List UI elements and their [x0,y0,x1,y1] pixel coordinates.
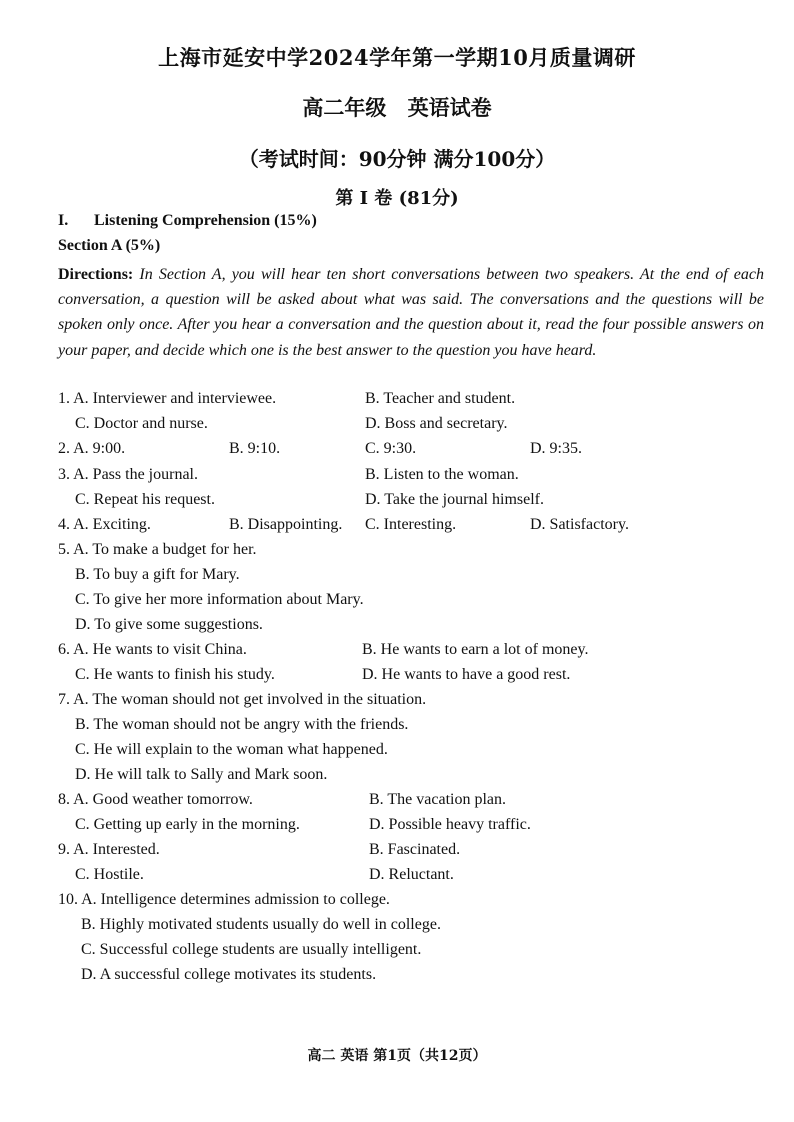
q10-option-c: C. Successful college students are usually intelligent. [81,941,422,958]
q1-option-b: B. Teacher and student. [365,390,516,407]
q10-option-d: D. A successful college motivates its students. [81,966,377,983]
q8-option-b: B. The vacation plan. [369,791,506,808]
q9-option-c: C. Hostile. [75,866,144,883]
q7-option-c: C. He will explain to the woman what happened. [75,741,388,758]
q5-option-a: 5. A. To make a budget for her. [58,541,257,558]
q7-option-a: 7. A. The woman should not get involved in the situation. [58,691,427,708]
q1-option-d: D. Boss and secretary. [365,415,508,432]
q10-option-b: B. Highly motivated students usually do well in college. [81,916,441,933]
q8-option-d: D. Possible heavy traffic. [369,816,531,833]
q8-option-c: C. Getting up early in the morning. [75,816,300,833]
q4-option-d: D. Satisfactory. [530,516,629,533]
page-footer: 高二 英语 第1页（共12页） [307,1048,487,1064]
volume-heading: 第 I 卷 (81分) [335,188,459,209]
q9-option-d: D. Reluctant. [369,866,454,883]
directions-label: Directions: [58,266,134,283]
q9-option-a: 9. A. Interested. [58,841,160,858]
q7-option-b: B. The woman should not be angry with the friends. [75,716,409,733]
q2-option-c: C. 9:30. [365,440,417,457]
part-title: Listening Comprehension (15%) [94,212,317,229]
q6-option-a: 6. A. He wants to visit China. [58,641,247,658]
q6-option-c: C. He wants to finish his study. [75,666,275,683]
q3-option-b: B. Listen to the woman. [365,466,519,483]
q1-option-a: 1. A. Interviewer and interviewee. [58,390,277,407]
q3-option-d: D. Take the journal himself. [365,491,544,508]
q4-option-a: 4. A. Exciting. [58,516,151,533]
q9-option-b: B. Fascinated. [369,841,461,858]
q2-option-a: 2. A. 9:00. [58,440,126,457]
q5-option-c: C. To give her more information about Mary. [75,591,364,608]
q6-option-b: B. He wants to earn a lot of money. [362,641,589,658]
q4-option-b: B. Disappointing. [229,516,343,533]
q4-option-c: C. Interesting. [365,516,457,533]
exam-info: （考试时间：90分钟 满分100分） [238,147,556,171]
q10-option-a: 10. A. Intelligence determines admission to college. [58,891,390,908]
part-number: I. [58,212,69,229]
directions [58,262,764,363]
q8-option-a: 8. A. Good weather tomorrow. [58,791,253,808]
q5-option-b: B. To buy a gift for Mary. [75,566,240,583]
exam-subtitle: 高二年级 英语试卷 [302,95,492,120]
q2-option-b: B. 9:10. [229,440,281,457]
q7-option-d: D. He will talk to Sally and Mark soon. [75,766,328,783]
section-title: Section A (5%) [58,237,161,254]
directions-text: In Section A, you will hear ten short conversations between two speakers. At the end of each conversation, a question will be asked about what was said. The conversations and the questions will be spoken only once. After you hear a conversation and the question about it, read the four possible answers on your paper, and decide which one is the best answer to the question you have heard. [58,266,764,359]
exam-title: 上海市延安中学2024学年第一学期10月质量调研 [158,45,636,70]
q2-option-d: D. 9:35. [530,440,582,457]
q3-option-c: C. Repeat his request. [75,491,215,508]
part-heading [58,212,317,230]
q6-option-d: D. He wants to have a good rest. [362,666,571,683]
q5-option-d: D. To give some suggestions. [75,616,263,633]
q3-option-a: 3. A. Pass the journal. [58,466,198,483]
q1-option-c: C. Doctor and nurse. [75,415,208,432]
